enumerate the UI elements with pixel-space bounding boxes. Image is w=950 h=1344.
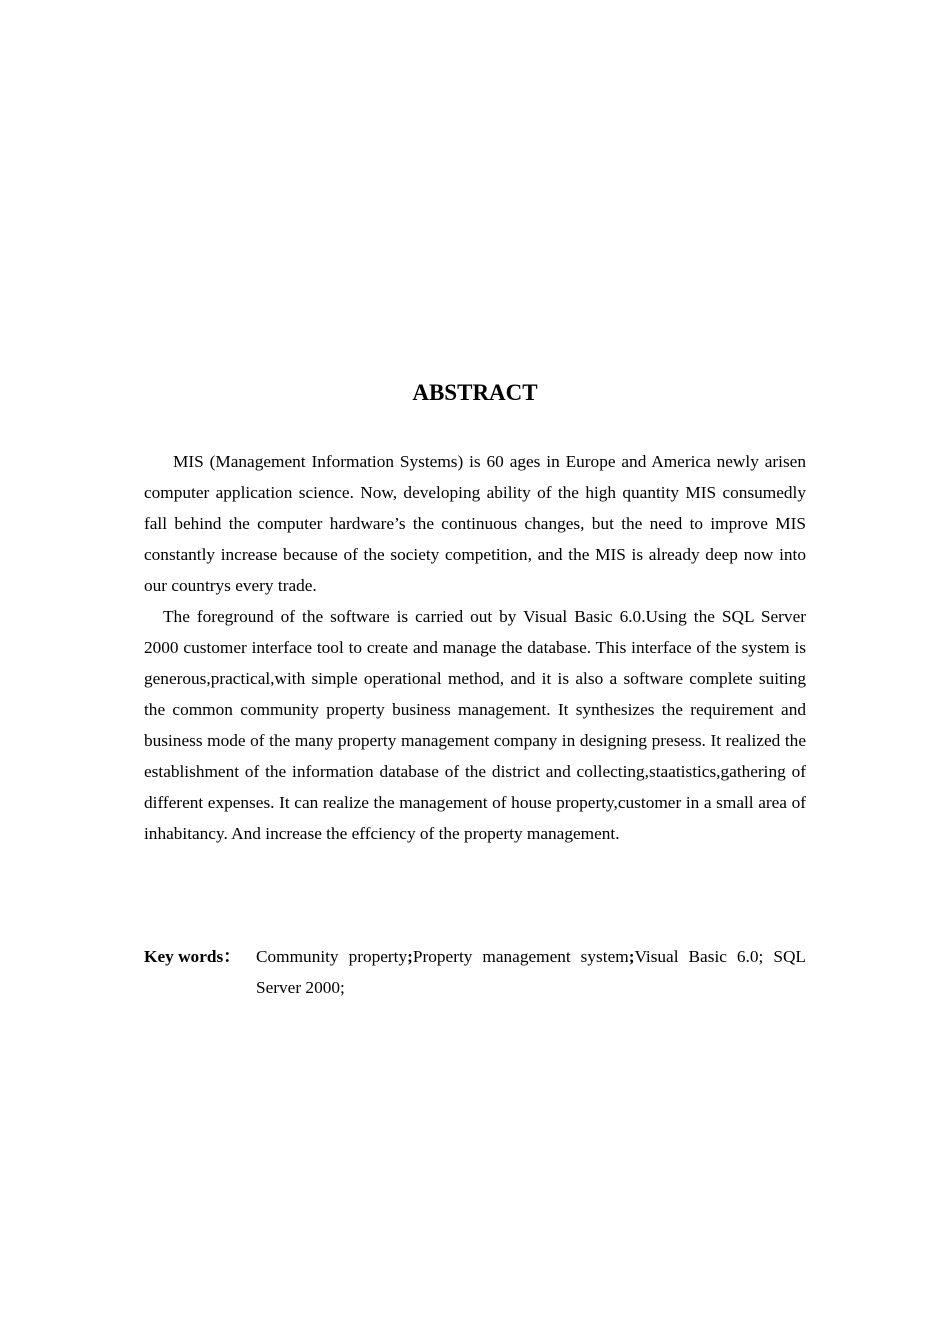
abstract-body [144, 446, 806, 849]
abstract-paragraph-2: The foreground of the software is carried out by Visual Basic 6.0.Using the SQL Server 2000 customer interface tool to create and manage the database. This interface of the system is generous,practical,with simple operational method, and it is also a software complete suiting the common community property business management. It synthesizes the requirement and business mode of the many property management company in designing presess. It realized the establishment of the information database of the district and collecting,staatistics,gathering of different expenses. It can realize the management of house property,customer in a small area of inhabitancy. And increase the effciency of the property management. [144, 607, 806, 843]
keyword-separator: ; [628, 947, 635, 966]
keywords-list [256, 941, 806, 1003]
abstract-title: ABSTRACT [412, 380, 538, 405]
keyword-item: Visual Basic 6.0; [634, 947, 764, 966]
keywords-label: Key words： [144, 947, 241, 966]
keywords-section [144, 941, 806, 1003]
keyword-item: SQL Server 2000; [256, 947, 806, 997]
keyword-item: Community property [256, 947, 408, 966]
keyword-separator: ; [407, 947, 413, 966]
keyword-item: Property management system [412, 947, 629, 966]
abstract-paragraph-1: MIS (Management Information Systems) is 60 ages in Europe and America newly arisen computer application science. Now, developing ability of the high quantity MIS consumedly fall behind the computer hardware’s the continuous changes, but the need to improve MIS constantly increase because of the society competition, and the MIS is already deep now into our countrys every trade. [144, 452, 806, 595]
